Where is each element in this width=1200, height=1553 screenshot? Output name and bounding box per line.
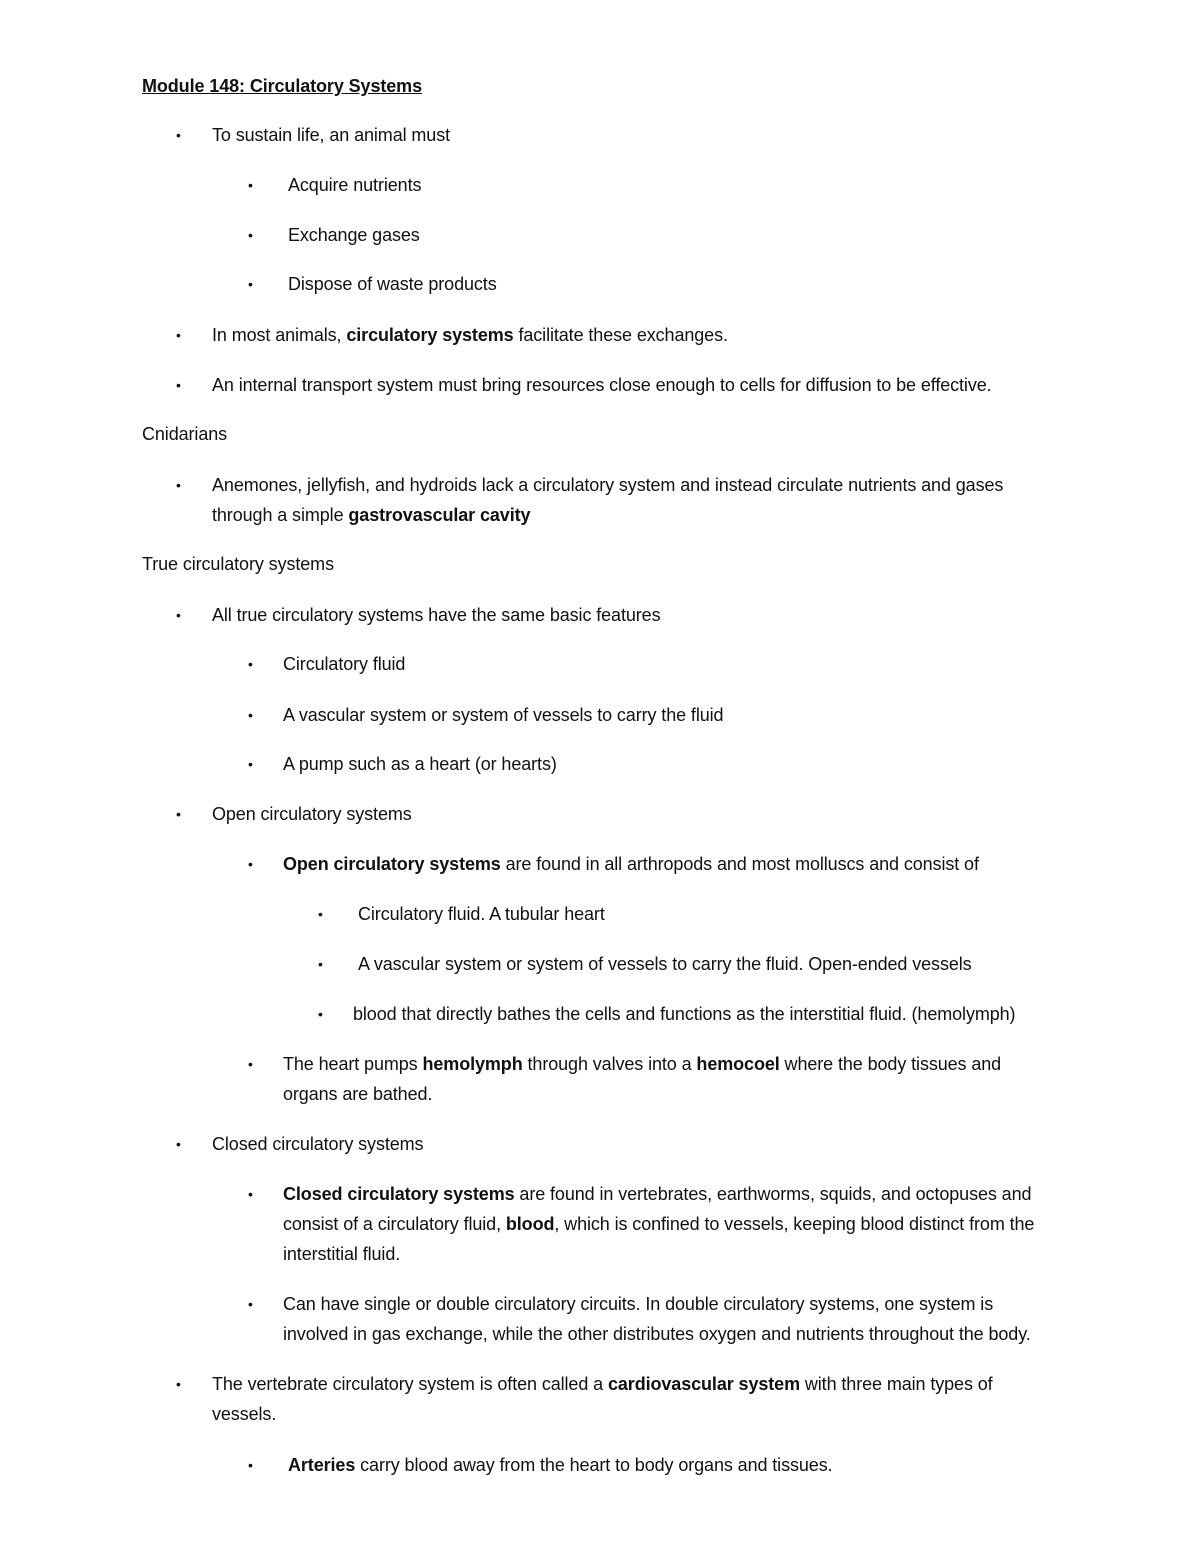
bullet: • — [248, 856, 253, 872]
bullet: • — [176, 477, 181, 493]
intro-paragraph-2: An internal transport system must bring resources close enough to cells for diffusion to be effective. — [212, 375, 992, 395]
cnidarians-text-line-1: Anemones, jellyfish, and hydroids lack a circulatory system and instead circulate nutrients and gases — [212, 475, 1004, 495]
bullet: • — [248, 1457, 253, 1473]
section-heading-cnidarians: Cnidarians — [142, 424, 228, 444]
bullet: • — [176, 127, 181, 143]
open-systems-description: Open circulatory systems are found in all arthropods and most molluscs and consist of — [283, 854, 979, 874]
feature-item: Circulatory fluid — [283, 654, 406, 674]
circuits-text-line-1: Can have single or double circulatory circuits. In double circulatory systems, one system is — [283, 1294, 994, 1314]
closed-systems-heading: Closed circulatory systems — [212, 1134, 424, 1154]
closed-description-line-2: consist of a circulatory fluid, blood, which is confined to vessels, keeping blood distinct from the — [283, 1214, 1035, 1234]
feature-item: A vascular system or system of vessels to carry the fluid — [283, 705, 724, 725]
bullet: • — [176, 607, 181, 623]
intro-lead: To sustain life, an animal must — [212, 125, 451, 145]
bullet: • — [248, 1056, 253, 1072]
bullet: • — [176, 1136, 181, 1152]
feature-item: A pump such as a heart (or hearts) — [283, 754, 557, 774]
bullet: • — [248, 707, 253, 723]
bullet: • — [176, 377, 181, 393]
need-item: Exchange gases — [288, 225, 420, 245]
vertebrate-text-line-1: The vertebrate circulatory system is often called a cardiovascular system with three main types of — [212, 1374, 993, 1394]
bullet: • — [248, 656, 253, 672]
bullet: • — [318, 906, 323, 922]
cnidarians-text-line-2: through a simple gastrovascular cavity — [212, 505, 531, 525]
open-part-item: A vascular system or system of vessels to carry the fluid. Open-ended vessels — [358, 954, 972, 974]
bullet: • — [176, 806, 181, 822]
heart-pump-text-line-2: organs are bathed. — [283, 1084, 433, 1104]
bullet: • — [318, 1006, 323, 1022]
page-title: Module 148: Circulatory Systems — [142, 76, 422, 96]
closed-description-line-1: Closed circulatory systems are found in vertebrates, earthworms, squids, and octopuses and — [283, 1184, 1032, 1204]
bullet: • — [248, 756, 253, 772]
open-part-item: Circulatory fluid. A tubular heart — [358, 904, 605, 924]
bullet: • — [176, 1376, 181, 1392]
intro-paragraph-1: In most animals, circulatory systems facilitate these exchanges. — [212, 325, 728, 345]
bullet: • — [176, 327, 181, 343]
bullet: • — [248, 177, 253, 193]
section-heading-true-systems: True circulatory systems — [142, 554, 334, 574]
bullet: • — [248, 276, 253, 292]
bullet: • — [248, 1186, 253, 1202]
open-systems-heading: Open circulatory systems — [212, 804, 412, 824]
arteries-text: Arteries carry blood away from the heart to body organs and tissues. — [288, 1455, 833, 1475]
bullet: • — [318, 956, 323, 972]
vertebrate-text-line-2: vessels. — [212, 1404, 277, 1424]
closed-description-line-3: interstitial fluid. — [283, 1244, 401, 1264]
open-part-item: blood that directly bathes the cells and functions as the interstitial fluid. (hemolymph) — [353, 1004, 1016, 1024]
need-item: Acquire nutrients — [288, 175, 422, 195]
need-item: Dispose of waste products — [288, 274, 497, 294]
true-systems-lead: All true circulatory systems have the same basic features — [212, 605, 661, 625]
bullet: • — [248, 227, 253, 243]
bullet: • — [248, 1296, 253, 1312]
heart-pump-text-line-1: The heart pumps hemolymph through valves into a hemocoel where the body tissues and — [283, 1054, 1002, 1074]
circuits-text-line-2: involved in gas exchange, while the other distributes oxygen and nutrients throughout the body. — [283, 1324, 1031, 1344]
